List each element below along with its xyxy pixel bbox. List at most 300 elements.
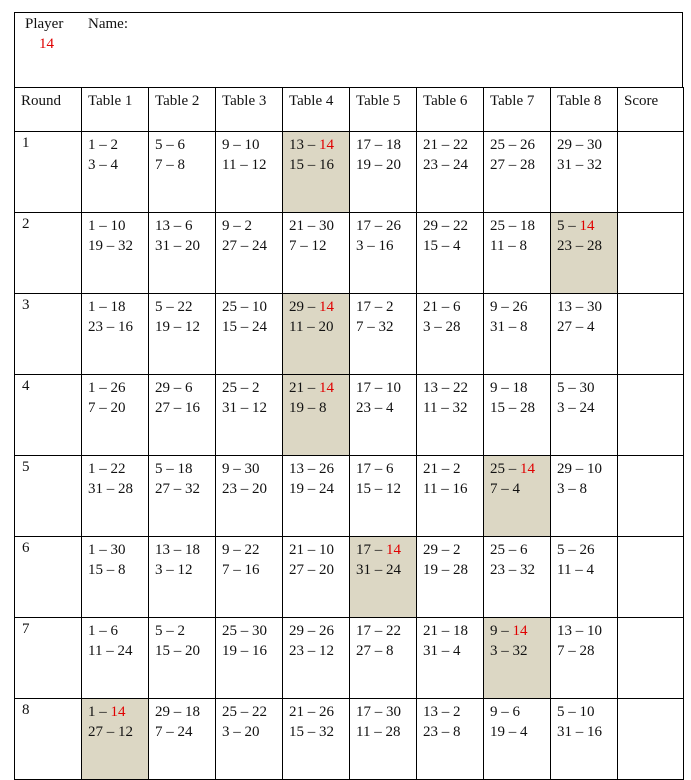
matchup-top-pair: 9 – 18 [490, 380, 528, 396]
player-number-text: 6 [386, 461, 394, 477]
matchup-bottom-pair: 23 – 28 [557, 238, 602, 254]
matchup-top-pair: 25 – 18 [490, 218, 535, 234]
player-highlight-number: 14 [319, 380, 334, 396]
table-2-matchup [149, 132, 216, 213]
matchup-top-pair: 17 – 18 [356, 137, 401, 153]
player-number-text: 19 [356, 157, 371, 173]
player-number-text: 10 [252, 299, 267, 315]
matchup-top-pair: 5 – 26 [557, 542, 595, 558]
player-number-text: 26 [319, 623, 334, 639]
matchup-top-pair: 21 – 26 [289, 704, 334, 720]
table-4-matchup [283, 375, 350, 456]
player-number-text: 17 [356, 137, 371, 153]
player-number-text: 30 [110, 542, 126, 558]
matchup-top-pair: 1 – 26 [88, 380, 126, 396]
player-number-text: 23 [423, 157, 438, 173]
player-number-text: 25 [222, 704, 237, 720]
player-number-text: 13 [155, 218, 170, 234]
player-number-text: 27 [289, 562, 304, 578]
table-4-matchup [283, 294, 350, 375]
player-number-text: 24 [252, 238, 267, 254]
player-number-text: 32 [118, 238, 133, 254]
player-number-text: 5 [557, 704, 565, 720]
player-number-text: 13 [289, 137, 304, 153]
matchup-top-pair: 17 – 6 [356, 461, 394, 477]
table-1-matchup [82, 699, 149, 780]
matchup-bottom-pair: 11 – 8 [490, 238, 527, 254]
player-number-text: 29 [423, 218, 438, 234]
player-number-text: 12 [386, 481, 401, 497]
matchup-bottom-pair: 11 – 4 [557, 562, 594, 578]
table-8-matchup [551, 375, 618, 456]
player-number-text: 31 [88, 481, 103, 497]
score-entry-cell[interactable] [618, 375, 684, 456]
player-number-text: 23 [490, 562, 505, 578]
player-number-text: 4 [386, 400, 394, 416]
table-4-matchup [283, 618, 350, 699]
player-number-text: 24 [319, 481, 334, 497]
player-number-text: 22 [177, 299, 193, 315]
column-header-table-6: Table 6 [417, 88, 484, 132]
matchup-top-pair: 1 – 2 [88, 137, 118, 153]
table-3-matchup [216, 537, 283, 618]
player-number-text: 8 [118, 562, 126, 578]
player-number-text: 5 [155, 137, 163, 153]
table-8-matchup [551, 456, 618, 537]
player-number-text: 28 [520, 157, 535, 173]
matchup-top-pair: 9 – 22 [222, 542, 260, 558]
player-number-text: 25 [222, 299, 237, 315]
column-header-round: Round [15, 88, 82, 132]
player-number-text: 3 [155, 562, 163, 578]
column-header-table-7: Table 7 [484, 88, 551, 132]
matchup-bottom-pair: 27 – 32 [155, 481, 200, 497]
player-number-text: 7 [557, 643, 565, 659]
matchup-top-pair: 25 – 10 [222, 299, 267, 315]
table-1-matchup [82, 132, 149, 213]
player-number-text: 5 [557, 380, 565, 396]
matchup-top-pair: 9 – 14 [490, 623, 528, 639]
matchup-bottom-pair: 3 – 4 [88, 157, 118, 173]
player-number-text: 13 [423, 704, 438, 720]
round-number: 8 [15, 699, 82, 780]
round-row [15, 456, 684, 537]
column-header-table-3: Table 3 [216, 88, 283, 132]
matchup-bottom-pair: 27 – 24 [222, 238, 267, 254]
matchup-bottom-pair: 15 – 12 [356, 481, 401, 497]
matchup-top-pair: 1 – 22 [88, 461, 126, 477]
schedule-sheet [14, 12, 683, 748]
player-number-text: 31 [490, 319, 505, 335]
player-number-text: 29 [289, 299, 304, 315]
player-number-text: 31 [222, 400, 237, 416]
player-number-text: 28 [445, 319, 461, 335]
matchup-top-pair: 29 – 10 [557, 461, 602, 477]
player-number-text: 6 [110, 623, 118, 639]
player-number-text: 4 [587, 319, 595, 335]
matchup-top-pair: 25 – 26 [490, 137, 535, 153]
round-row [15, 213, 684, 294]
player-number-text: 18 [453, 623, 468, 639]
player-number-text: 2 [244, 218, 252, 234]
player-number-text: 1 [88, 299, 96, 315]
matchup-bottom-pair: 3 – 32 [490, 643, 528, 659]
player-number-text: 9 [222, 218, 230, 234]
round-number: 5 [15, 456, 82, 537]
table-5-matchup [350, 456, 417, 537]
player-number-text: 4 [586, 562, 594, 578]
matchup-top-pair: 25 – 2 [222, 380, 260, 396]
round-number: 3 [15, 294, 82, 375]
score-entry-cell[interactable] [618, 294, 684, 375]
round-schedule-table [14, 87, 684, 780]
table-6-matchup [417, 294, 484, 375]
matchup-top-pair: 5 – 22 [155, 299, 193, 315]
player-number-text: 16 [244, 562, 260, 578]
player-number-text: 15 [356, 481, 371, 497]
table-1-matchup [82, 618, 149, 699]
matchup-bottom-pair: 7 – 24 [155, 724, 193, 740]
table-5-matchup [350, 213, 417, 294]
player-number-text: 23 [356, 400, 371, 416]
table-8-matchup [551, 294, 618, 375]
player-number-text: 5 [155, 623, 163, 639]
player-number-text: 19 [88, 238, 103, 254]
score-entry-cell[interactable] [618, 132, 684, 213]
matchup-bottom-pair: 7 – 4 [490, 481, 520, 497]
player-number-text: 11 [423, 400, 438, 416]
player-number-text: 31 [557, 724, 572, 740]
player-highlight-number: 14 [579, 218, 595, 234]
table-1-matchup [82, 537, 149, 618]
player-number-text: 15 [490, 400, 505, 416]
matchup-top-pair: 17 – 14 [356, 542, 401, 558]
player-number-text: 12 [251, 157, 267, 173]
player-number-text: 3 [88, 157, 96, 173]
table-5-matchup [350, 699, 417, 780]
player-number-text: 26 [110, 380, 126, 396]
player-number-text: 21 [423, 137, 438, 153]
round-number: 7 [15, 618, 82, 699]
player-number-text: 8 [453, 724, 461, 740]
player-number-text: 29 [289, 623, 304, 639]
player-number-text: 29 [423, 542, 438, 558]
matchup-top-pair: 25 – 14 [490, 461, 535, 477]
player-number-text: 25 [490, 542, 505, 558]
table-8-matchup [551, 213, 618, 294]
matchup-bottom-pair: 11 – 24 [88, 643, 133, 659]
matchup-top-pair: 17 – 26 [356, 218, 401, 234]
player-number-text: 13 [557, 623, 572, 639]
player-number-text: 22 [453, 137, 468, 153]
player-number-text: 15 [222, 319, 237, 335]
player-highlight-number: 14 [512, 623, 528, 639]
matchup-top-pair: 9 – 10 [222, 137, 260, 153]
matchup-top-pair: 17 – 2 [356, 299, 394, 315]
player-number-text: 8 [177, 157, 185, 173]
matchup-top-pair: 21 – 10 [289, 542, 334, 558]
player-number-text: 18 [512, 380, 528, 396]
player-number-text: 8 [520, 319, 528, 335]
player-number-text: 4 [453, 643, 461, 659]
table-8-matchup [551, 537, 618, 618]
matchup-bottom-pair: 19 – 8 [289, 400, 327, 416]
player-number-text: 19 [222, 643, 237, 659]
table-1-matchup [82, 375, 149, 456]
matchup-bottom-pair: 27 – 20 [289, 562, 334, 578]
player-number-text: 24 [117, 643, 133, 659]
player-number-text: 17 [356, 542, 371, 558]
round-row [15, 375, 684, 456]
table-6-matchup [417, 699, 484, 780]
table-3-matchup [216, 699, 283, 780]
matchup-bottom-pair: 11 – 28 [356, 724, 401, 740]
player-number-text: 31 [557, 157, 572, 173]
player-number-text: 30 [252, 623, 267, 639]
player-number-text: 29 [155, 380, 170, 396]
player-number-text: 10 [319, 542, 334, 558]
matchup-top-pair: 13 – 22 [423, 380, 468, 396]
matchup-bottom-pair: 3 – 20 [222, 724, 260, 740]
player-number-text: 13 [423, 380, 438, 396]
player-number-text: 21 [289, 218, 304, 234]
player-number-text: 11 [423, 481, 438, 497]
player-number-text: 10 [244, 137, 260, 153]
player-number-text: 31 [155, 238, 170, 254]
matchup-top-pair: 21 – 6 [423, 299, 461, 315]
score-entry-cell[interactable] [618, 699, 684, 780]
player-number-text: 18 [520, 218, 535, 234]
player-number-text: 32 [512, 643, 528, 659]
player-number-text: 7 [155, 157, 163, 173]
matchup-top-pair: 1 – 18 [88, 299, 126, 315]
player-number-text: 9 [222, 137, 230, 153]
player-number-text: 15 [155, 643, 170, 659]
player-number-text: 24 [453, 157, 468, 173]
player-number-text: 24 [252, 319, 267, 335]
score-entry-cell[interactable] [618, 213, 684, 294]
matchup-top-pair: 1 – 14 [88, 704, 126, 720]
player-number-text: 4 [512, 481, 520, 497]
player-number-text: 16 [378, 238, 394, 254]
matchup-top-pair: 13 – 10 [557, 623, 602, 639]
player-number-text: 17 [356, 218, 371, 234]
table-5-matchup [350, 618, 417, 699]
player-number-text: 3 [423, 319, 431, 335]
round-row [15, 618, 684, 699]
player-label: Player [25, 16, 64, 32]
player-number-text: 7 [356, 319, 364, 335]
table-8-matchup [551, 699, 618, 780]
matchup-bottom-pair: 15 – 20 [155, 643, 200, 659]
player-number-text: 1 [88, 461, 96, 477]
matchup-bottom-pair: 7 – 8 [155, 157, 185, 173]
matchup-top-pair: 1 – 10 [88, 218, 126, 234]
player-number-text: 2 [453, 704, 461, 720]
player-number-text: 30 [579, 380, 595, 396]
player-highlight-number: 14 [319, 137, 334, 153]
matchup-bottom-pair: 31 – 16 [557, 724, 602, 740]
table-8-matchup [551, 618, 618, 699]
player-number-text: 9 [490, 380, 498, 396]
player-number-text: 30 [244, 461, 260, 477]
player-number-text: 21 [423, 623, 438, 639]
player-number-text: 12 [118, 724, 133, 740]
player-number-text: 16 [587, 724, 602, 740]
player-number-text: 16 [185, 400, 200, 416]
player-number-text: 2 [453, 461, 461, 477]
player-number-text: 29 [557, 461, 572, 477]
table-3-matchup [216, 456, 283, 537]
table-7-matchup [484, 294, 551, 375]
table-5-matchup [350, 537, 417, 618]
score-entry-cell[interactable] [618, 618, 684, 699]
round-number: 6 [15, 537, 82, 618]
player-number-text: 16 [118, 319, 133, 335]
table-2-matchup [149, 213, 216, 294]
player-number-text: 18 [386, 137, 401, 153]
matchup-bottom-pair: 15 – 28 [490, 400, 535, 416]
table-6-matchup [417, 132, 484, 213]
matchup-bottom-pair: 3 – 8 [557, 481, 587, 497]
player-number-text: 29 [557, 137, 572, 153]
player-number-text: 20 [185, 238, 200, 254]
player-number-text: 11 [289, 319, 304, 335]
player-number-text: 8 [319, 400, 327, 416]
table-7-matchup [484, 375, 551, 456]
player-number-text: 6 [453, 299, 461, 315]
player-number-text: 7 [88, 400, 96, 416]
player-number-text: 7 [155, 724, 163, 740]
table-2-matchup [149, 618, 216, 699]
score-entry-cell[interactable] [618, 456, 684, 537]
table-2-matchup [149, 537, 216, 618]
player-number-text: 25 [490, 218, 505, 234]
player-number-text: 27 [88, 724, 103, 740]
player-number-text: 32 [319, 724, 334, 740]
player-number-text: 21 [289, 704, 304, 720]
matchup-bottom-pair: 15 – 24 [222, 319, 267, 335]
matchup-top-pair: 5 – 2 [155, 623, 185, 639]
matchup-bottom-pair: 27 – 4 [557, 319, 595, 335]
player-number-text: 22 [244, 542, 260, 558]
matchup-top-pair: 29 – 22 [423, 218, 468, 234]
matchup-top-pair: 13 – 30 [557, 299, 602, 315]
matchup-top-pair: 9 – 2 [222, 218, 252, 234]
player-number-text: 17 [356, 623, 371, 639]
player-number-text: 17 [356, 380, 371, 396]
matchup-top-pair: 29 – 18 [155, 704, 200, 720]
table-2-matchup [149, 294, 216, 375]
matchup-bottom-pair: 7 – 12 [289, 238, 327, 254]
matchup-top-pair: 13 – 18 [155, 542, 200, 558]
table-3-matchup [216, 618, 283, 699]
matchup-bottom-pair: 31 – 8 [490, 319, 528, 335]
player-number-text: 22 [453, 218, 468, 234]
matchup-top-pair: 5 – 10 [557, 704, 595, 720]
matchup-top-pair: 5 – 30 [557, 380, 595, 396]
player-number-text: 21 [423, 461, 438, 477]
matchup-bottom-pair: 31 – 12 [222, 400, 267, 416]
matchup-top-pair: 5 – 14 [557, 218, 595, 234]
player-number-text: 6 [520, 542, 528, 558]
player-number-text: 3 [557, 400, 565, 416]
matchup-bottom-pair: 3 – 28 [423, 319, 461, 335]
player-number-text: 26 [319, 461, 334, 477]
player-number-text: 2 [110, 137, 118, 153]
matchup-top-pair: 5 – 6 [155, 137, 185, 153]
matchup-top-pair: 17 – 22 [356, 623, 401, 639]
table-6-matchup [417, 375, 484, 456]
player-number-text: 27 [155, 400, 170, 416]
matchup-top-pair: 13 – 14 [289, 137, 334, 153]
player-number-text: 4 [520, 724, 528, 740]
score-entry-cell[interactable] [618, 537, 684, 618]
matchup-top-pair: 21 – 30 [289, 218, 334, 234]
round-row [15, 294, 684, 375]
matchup-bottom-pair: 11 – 32 [423, 400, 468, 416]
player-number-text: 25 [490, 137, 505, 153]
player-number-text: 23 [557, 238, 572, 254]
player-number-text: 1 [88, 380, 96, 396]
matchup-top-pair: 1 – 30 [88, 542, 126, 558]
player-number-text: 12 [311, 238, 327, 254]
player-number-text: 5 [557, 542, 565, 558]
player-number-text: 10 [386, 380, 401, 396]
matchup-bottom-pair: 23 – 32 [490, 562, 535, 578]
matchup-top-pair: 13 – 2 [423, 704, 461, 720]
player-number-text: 9 [222, 461, 230, 477]
player-number-text: 10 [587, 461, 602, 477]
player-number-text: 11 [356, 724, 371, 740]
player-number-text: 26 [579, 542, 595, 558]
table-3-matchup [216, 213, 283, 294]
player-number-text: 7 [490, 481, 498, 497]
player-number-text: 16 [319, 157, 334, 173]
matchup-bottom-pair: 7 – 32 [356, 319, 394, 335]
player-number-text: 4 [110, 157, 118, 173]
matchup-top-pair: 17 – 30 [356, 704, 401, 720]
matchup-bottom-pair: 27 – 16 [155, 400, 200, 416]
round-row [15, 699, 684, 780]
player-number-text: 28 [118, 481, 133, 497]
player-highlight-number: 14 [110, 704, 126, 720]
table-4-matchup [283, 456, 350, 537]
matchup-top-pair: 29 – 2 [423, 542, 461, 558]
player-number-text: 32 [587, 157, 602, 173]
player-number-text: 12 [185, 319, 200, 335]
matchup-bottom-pair: 11 – 20 [289, 319, 334, 335]
player-number-text: 4 [453, 238, 461, 254]
player-number-text: 26 [386, 218, 401, 234]
matchup-bottom-pair: 19 – 32 [88, 238, 133, 254]
player-highlight-number: 14 [386, 542, 401, 558]
player-number-text: 27 [356, 643, 371, 659]
matchup-top-pair: 29 – 26 [289, 623, 334, 639]
player-number-text: 6 [177, 137, 185, 153]
matchup-top-pair: 29 – 6 [155, 380, 193, 396]
table-2-matchup [149, 375, 216, 456]
player-number-text: 27 [222, 238, 237, 254]
player-number-text: 18 [185, 704, 200, 720]
player-number-text: 24 [386, 562, 401, 578]
table-7-matchup [484, 699, 551, 780]
table-4-matchup [283, 213, 350, 294]
matchup-top-pair: 1 – 6 [88, 623, 118, 639]
player-number-text: 6 [185, 380, 193, 396]
player-number-text: 22 [252, 704, 267, 720]
table-7-matchup [484, 213, 551, 294]
